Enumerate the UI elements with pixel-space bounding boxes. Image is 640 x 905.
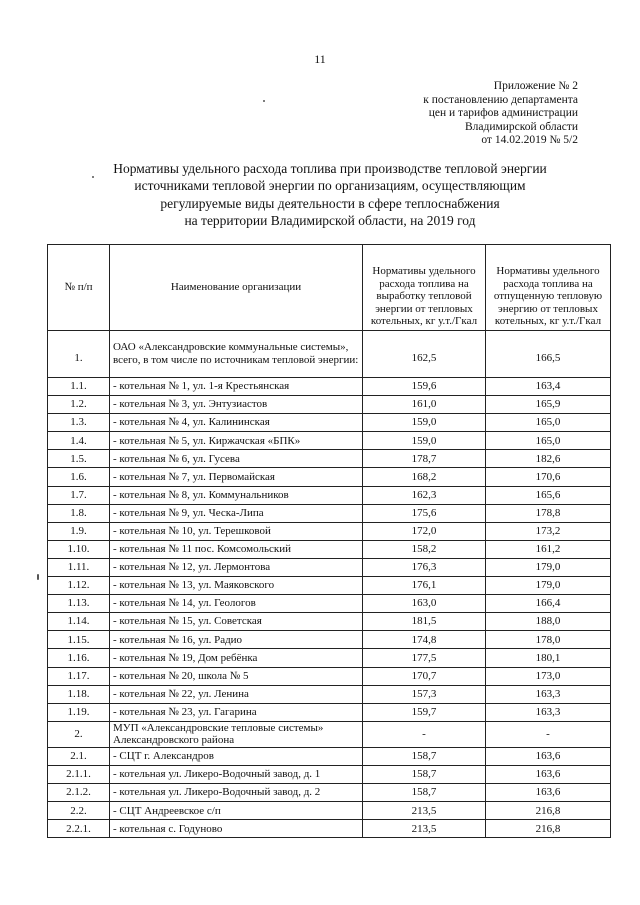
- row-organization: - котельная № 6, ул. Гусева: [110, 450, 363, 468]
- table-row: [48, 378, 611, 396]
- header-org: Наименование организации: [110, 245, 363, 331]
- row-number: 2.1.1.: [48, 766, 110, 784]
- row-number: 1.17.: [48, 667, 110, 685]
- row-number: 1.16.: [48, 649, 110, 667]
- row-norm-supply: 161,2: [486, 540, 611, 558]
- row-organization: - котельная № 22, ул. Ленина: [110, 685, 363, 703]
- row-norm-generation: 158,7: [363, 784, 486, 802]
- row-norm-generation: 158,7: [363, 766, 486, 784]
- row-organization: - котельная № 14, ул. Геологов: [110, 595, 363, 613]
- table-row: [48, 540, 611, 558]
- appendix-line: от 14.02.2019 № 5/2: [481, 134, 578, 147]
- appendix-line: Приложение № 2: [493, 80, 578, 92]
- row-organization: - котельная № 19, Дом ребёнка: [110, 649, 363, 667]
- row-norm-supply: 173,0: [486, 667, 611, 685]
- scan-speck: [92, 176, 94, 178]
- row-norm-supply: 180,1: [486, 649, 611, 667]
- row-organization: - СЦТ Андреевское с/п: [110, 802, 363, 820]
- table-row: [48, 595, 611, 613]
- row-organization: - котельная № 1, ул. 1-я Крестьянская: [110, 378, 363, 396]
- table-row: [48, 558, 611, 576]
- row-number: 2.1.: [48, 747, 110, 765]
- table-row: [48, 784, 611, 802]
- row-norm-generation: 177,5: [363, 649, 486, 667]
- table-row: [48, 820, 611, 838]
- table-row: [48, 613, 611, 631]
- row-number: 2.1.2.: [48, 784, 110, 802]
- table-row: [48, 721, 611, 747]
- row-norm-supply: 178,0: [486, 631, 611, 649]
- row-norm-generation: -: [363, 721, 486, 747]
- row-norm-supply: 178,8: [486, 504, 611, 522]
- row-norm-generation: 174,8: [363, 631, 486, 649]
- row-norm-supply: 163,3: [486, 703, 611, 721]
- row-norm-supply: 182,6: [486, 450, 611, 468]
- row-number: 2.2.: [48, 802, 110, 820]
- table-row: [48, 331, 611, 378]
- title-line: Нормативы удельного расхода топлива при производстве тепловой энергии: [113, 161, 547, 176]
- table-row: [48, 396, 611, 414]
- table-row: [48, 577, 611, 595]
- table-body: [48, 331, 611, 838]
- row-norm-supply: 163,6: [486, 747, 611, 765]
- row-number: 1.14.: [48, 613, 110, 631]
- row-organization: - котельная № 11 пос. Комсомольский: [110, 540, 363, 558]
- row-norm-generation: 213,5: [363, 802, 486, 820]
- row-organization: - котельная ул. Ликеро-Водочный завод, д. 1: [110, 766, 363, 784]
- row-norm-generation: 161,0: [363, 396, 486, 414]
- row-norm-generation: 175,6: [363, 504, 486, 522]
- table-row: [48, 522, 611, 540]
- document-title: [80, 160, 580, 229]
- row-number: 1.5.: [48, 450, 110, 468]
- row-number: 2.2.1.: [48, 820, 110, 838]
- title-line: источниками тепловой энергии по организациям, осуществляющим: [134, 178, 526, 194]
- row-number: 1.6.: [48, 468, 110, 486]
- row-norm-generation: 172,0: [363, 522, 486, 540]
- row-norm-supply: 173,2: [486, 522, 611, 540]
- row-norm-supply: 163,6: [486, 766, 611, 784]
- page-number: 11: [314, 52, 326, 66]
- row-number: 1.: [48, 331, 110, 378]
- row-norm-supply: 163,3: [486, 685, 611, 703]
- scan-speck: [263, 100, 265, 102]
- table-row: [48, 486, 611, 504]
- row-number: 1.10.: [48, 540, 110, 558]
- row-organization: - котельная № 20, школа № 5: [110, 667, 363, 685]
- table-row: [48, 649, 611, 667]
- row-norm-supply: 179,0: [486, 558, 611, 576]
- norms-table: [47, 244, 611, 838]
- row-number: 1.2.: [48, 396, 110, 414]
- row-number: 1.4.: [48, 432, 110, 450]
- row-organization: - котельная № 3, ул. Энтузиастов: [110, 396, 363, 414]
- table-row: [48, 432, 611, 450]
- row-number: 1.3.: [48, 414, 110, 432]
- row-norm-generation: 213,5: [363, 820, 486, 838]
- row-norm-generation: 159,0: [363, 432, 486, 450]
- row-norm-supply: 163,6: [486, 784, 611, 802]
- row-norm-generation: 181,5: [363, 613, 486, 631]
- row-norm-supply: 179,0: [486, 577, 611, 595]
- row-norm-supply: 165,0: [486, 432, 611, 450]
- row-organization: - котельная с. Годуново: [110, 820, 363, 838]
- row-norm-generation: 163,0: [363, 595, 486, 613]
- row-norm-generation: 159,6: [363, 378, 486, 396]
- row-organization: - СЦТ г. Александров: [110, 747, 363, 765]
- row-norm-generation: 168,2: [363, 468, 486, 486]
- row-organization: - котельная № 9, ул. Ческа-Липа: [110, 504, 363, 522]
- row-norm-supply: 188,0: [486, 613, 611, 631]
- row-organization: - котельная № 12, ул. Лермонтова: [110, 558, 363, 576]
- row-number: 2.: [48, 721, 110, 747]
- appendix-line: к постановлению департамента: [423, 93, 578, 106]
- header-num: № п/п: [48, 245, 110, 331]
- table-row: [48, 766, 611, 784]
- row-organization: - котельная № 10, ул. Терешковой: [110, 522, 363, 540]
- row-norm-supply: 216,8: [486, 820, 611, 838]
- table-row: [48, 703, 611, 721]
- title-line: на территории Владимирской области, на 2019 год: [184, 212, 476, 228]
- row-organization: МУП «Александровские тепловые системы» Александровского района: [110, 721, 363, 747]
- header-norm-supply: Нормативы удельного расхода топлива на отпущенную тепловую энергию от тепловых котельных, кг у.т./Гкал: [486, 245, 611, 331]
- table-row: [48, 414, 611, 432]
- row-norm-supply: 166,4: [486, 595, 611, 613]
- row-norm-supply: 166,5: [486, 331, 611, 378]
- row-organization: - котельная № 13, ул. Маяковского: [110, 577, 363, 595]
- header-norm-generation: Нормативы удельного расхода топлива на выработку тепловой энергии от тепловых котельных, кг у.т./Гкал: [363, 245, 486, 331]
- row-organization: - котельная № 23, ул. Гагарина: [110, 703, 363, 721]
- title-line: регулируемые виды деятельности в сфере теплоснабжения: [160, 195, 500, 211]
- row-number: 1.8.: [48, 504, 110, 522]
- table-row: [48, 450, 611, 468]
- appendix-line: Владимирской области: [464, 120, 578, 133]
- row-number: 1.7.: [48, 486, 110, 504]
- row-norm-generation: 159,7: [363, 703, 486, 721]
- row-number: 1.12.: [48, 577, 110, 595]
- row-norm-generation: 158,2: [363, 540, 486, 558]
- row-number: 1.15.: [48, 631, 110, 649]
- appendix-block: [392, 80, 578, 148]
- row-number: 1.19.: [48, 703, 110, 721]
- row-organization: - котельная № 4, ул. Калининская: [110, 414, 363, 432]
- row-organization: - котельная № 7, ул. Первомайская: [110, 468, 363, 486]
- table-row: [48, 685, 611, 703]
- row-organization: - котельная № 5, ул. Киржачская «БПК»: [110, 432, 363, 450]
- row-norm-generation: 176,1: [363, 577, 486, 595]
- table-row: [48, 468, 611, 486]
- scan-speck: [37, 574, 39, 580]
- row-organization: - котельная № 8, ул. Коммунальников: [110, 486, 363, 504]
- table-row: [48, 747, 611, 765]
- row-number: 1.1.: [48, 378, 110, 396]
- row-organization: - котельная № 16, ул. Радио: [110, 631, 363, 649]
- row-norm-generation: 176,3: [363, 558, 486, 576]
- row-norm-generation: 159,0: [363, 414, 486, 432]
- row-number: 1.9.: [48, 522, 110, 540]
- row-norm-generation: 170,7: [363, 667, 486, 685]
- row-norm-generation: 162,5: [363, 331, 486, 378]
- row-number: 1.18.: [48, 685, 110, 703]
- row-norm-supply: 216,8: [486, 802, 611, 820]
- row-organization: - котельная № 15, ул. Советская: [110, 613, 363, 631]
- row-norm-supply: 170,6: [486, 468, 611, 486]
- table-row: [48, 504, 611, 522]
- row-norm-supply: 165,9: [486, 396, 611, 414]
- row-number: 1.13.: [48, 595, 110, 613]
- row-norm-generation: 178,7: [363, 450, 486, 468]
- row-organization: - котельная ул. Ликеро-Водочный завод, д. 2: [110, 784, 363, 802]
- table-row: [48, 667, 611, 685]
- row-number: 1.11.: [48, 558, 110, 576]
- row-organization: ОАО «Александровские коммунальные системы», всего, в том числе по источникам тепловой энергии:: [110, 331, 363, 378]
- row-norm-generation: 157,3: [363, 685, 486, 703]
- appendix-line: цен и тарифов администрации: [428, 107, 578, 120]
- row-norm-generation: 162,3: [363, 486, 486, 504]
- row-norm-supply: 165,0: [486, 414, 611, 432]
- row-norm-generation: 158,7: [363, 747, 486, 765]
- table-header-row: [48, 245, 611, 331]
- row-norm-supply: 165,6: [486, 486, 611, 504]
- row-norm-supply: -: [486, 721, 611, 747]
- table-row: [48, 802, 611, 820]
- row-norm-supply: 163,4: [486, 378, 611, 396]
- table-row: [48, 631, 611, 649]
